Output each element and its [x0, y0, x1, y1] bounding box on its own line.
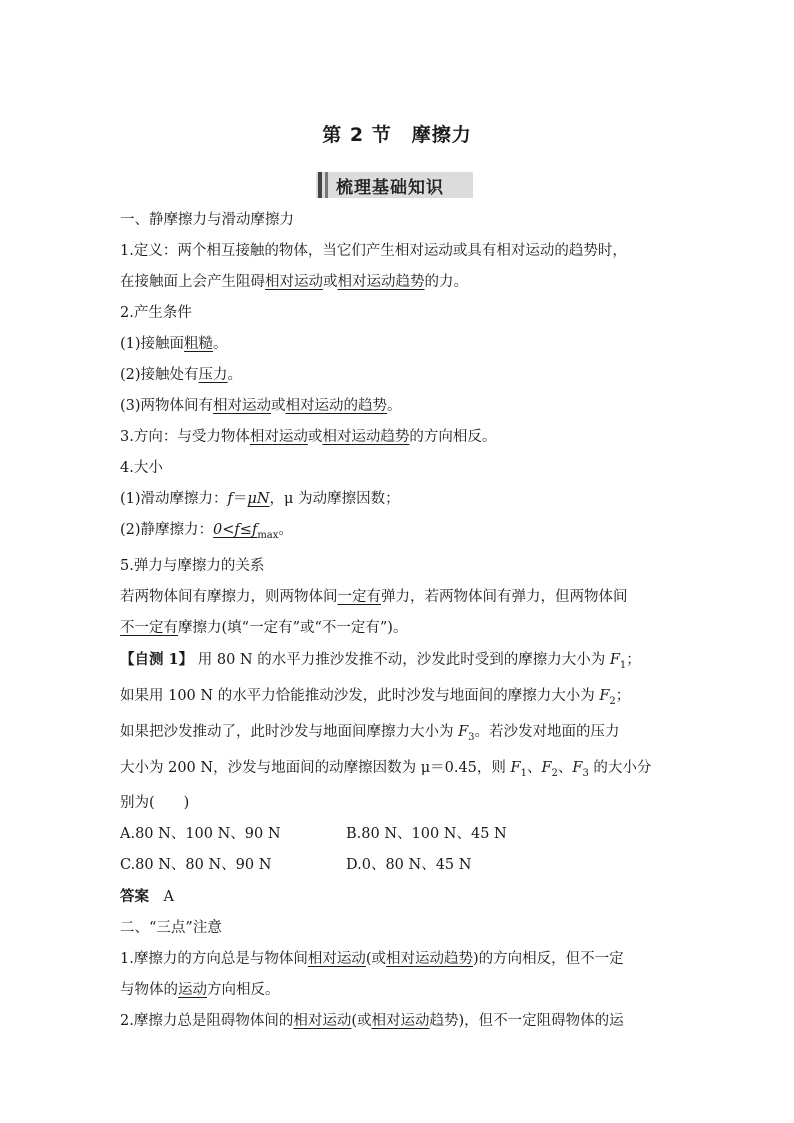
- subscript: max: [257, 529, 279, 541]
- answer-blank: 压力: [198, 367, 228, 383]
- formula-var: f: [227, 491, 233, 507]
- section-heading: 二、“三点”注意: [120, 920, 222, 937]
- note-line: [120, 944, 680, 975]
- relation-line: [120, 582, 680, 613]
- text: 3.方向：与受力物体: [120, 429, 250, 445]
- answer-blank: 一定有: [337, 588, 381, 605]
- subheading: 2.产生条件: [120, 305, 192, 321]
- text: 的力。: [424, 274, 468, 290]
- text: 。: [213, 336, 228, 352]
- formula: 0<f≤f: [213, 522, 258, 538]
- text: 用 80 N 的水平力推沙发推不动，沙发此时受到的摩擦力大小为: [193, 651, 610, 668]
- answer-blank: 相对运动趋势: [386, 951, 474, 968]
- answer-blank: 相对运动: [249, 429, 308, 445]
- text: 。若沙发对地面的压力: [474, 723, 620, 740]
- option-a: A.80 N、100 N、90 N: [120, 826, 281, 843]
- section-heading: 一、静摩擦力与滑动摩擦力: [120, 212, 294, 228]
- answer-blank: μN: [247, 491, 270, 507]
- text: 方向相反。: [207, 982, 280, 999]
- option-b: B.80 N、100 N、45 N: [346, 826, 507, 843]
- note-line: [120, 975, 680, 1006]
- text: 或: [323, 274, 338, 290]
- relation-line: [120, 613, 680, 644]
- text: ；: [615, 687, 631, 704]
- text: (1)接触面: [120, 336, 185, 352]
- formula-var: F: [572, 759, 583, 776]
- text: 。: [278, 522, 293, 538]
- answer-blank: 相对运动趋势: [322, 429, 410, 445]
- options-row: [120, 819, 680, 850]
- text: 与物体的: [120, 982, 178, 999]
- text: (3)两物体间有: [120, 398, 214, 414]
- quiz-line: [120, 717, 680, 753]
- list-item: [120, 329, 680, 360]
- text: 在接触面上会产生阻碍: [120, 274, 265, 290]
- answer-line: [120, 881, 680, 913]
- list-item: [120, 391, 680, 422]
- page-title: 第 2 节 摩擦力: [322, 124, 472, 146]
- text: 1.定义：两个相互接触的物体，当它们产生相对运动或具有相对运动的趋势时，: [120, 243, 627, 259]
- text: 趋势)，但不一定阻碍物体的运: [429, 1013, 624, 1030]
- text: )的方向相反，但不一定: [473, 951, 624, 968]
- text: 若两物体间有摩擦力，则两物体间: [120, 588, 338, 605]
- text: (2)接触处有: [120, 367, 199, 383]
- text: [149, 889, 164, 905]
- text: 、: [557, 759, 573, 776]
- text: 如果用 100 N 的水平力恰能推动沙发，此时沙发与地面间的摩擦力大小为: [120, 687, 600, 704]
- subscript: 3: [468, 731, 475, 743]
- answer-blank: 不一定有: [120, 619, 178, 636]
- text: 1.摩擦力的方向总是与物体间: [120, 951, 308, 968]
- definition-line: [120, 236, 680, 267]
- text: 或: [307, 429, 323, 445]
- text: 。: [387, 398, 402, 414]
- quiz-tag: 【自测 1】: [120, 650, 194, 668]
- list-item: [120, 515, 680, 551]
- answer-blank: 相对运动: [371, 1013, 430, 1030]
- text: 大小为 200 N，沙发与地面间的动摩擦因数为 μ＝0.45，则: [120, 759, 511, 776]
- text: ＝: [232, 491, 248, 507]
- definition-line: [120, 267, 680, 298]
- text: 的大小分: [588, 759, 652, 776]
- formula-var: F: [458, 723, 469, 740]
- subscript: 1: [619, 659, 627, 671]
- text: 或: [271, 398, 286, 414]
- content-body: [120, 205, 680, 1037]
- banner-bar-icon: [325, 172, 328, 198]
- text: ，μ 为动摩擦因数；: [269, 491, 400, 507]
- quiz-line: [120, 681, 680, 717]
- answer-blank: 相对运动的趋势: [285, 398, 388, 414]
- subscript: 3: [582, 767, 589, 779]
- text: (1)滑动摩擦力：: [120, 491, 228, 507]
- subheading: 4.大小: [120, 460, 163, 476]
- text: 的方向相反。: [409, 429, 497, 445]
- subscript: 2: [609, 695, 616, 707]
- banner-bar-icon: [318, 172, 322, 198]
- text: (或: [351, 1013, 372, 1030]
- formula-var: F: [599, 687, 610, 704]
- answer-blank: 相对运动: [293, 1013, 352, 1030]
- quiz-line: 别为( ): [120, 795, 190, 812]
- text: 摩擦力(填“一定有”或“不一定有”)。: [178, 619, 408, 636]
- quiz-line: [120, 753, 680, 789]
- formula-var: F: [510, 759, 521, 776]
- options-row: [120, 850, 680, 881]
- note-line: [120, 1006, 680, 1037]
- banner-title: 梳理基础知识: [336, 177, 444, 198]
- answer-blank: 粗糙: [184, 336, 214, 352]
- direction-line: [120, 422, 680, 453]
- subscript: 2: [551, 767, 558, 779]
- text: (或: [365, 951, 387, 968]
- answer-label: 答案: [120, 888, 149, 906]
- answer-blank: 运动: [178, 982, 207, 999]
- subscript: 1: [520, 767, 527, 779]
- text: 弹力，若两物体间有弹力，但两物体间: [381, 588, 628, 605]
- text: ；: [626, 651, 641, 668]
- answer-blank: 相对运动: [265, 274, 323, 290]
- answer-value: A: [163, 889, 174, 906]
- answer-blank: [213, 522, 279, 541]
- formula-var: F: [609, 651, 620, 668]
- text: (2)静摩擦力：: [120, 522, 214, 538]
- answer-blank: 相对运动: [213, 398, 272, 414]
- answer-blank: 相对运动: [307, 951, 366, 968]
- subheading: 5.弹力与摩擦力的关系: [120, 557, 265, 574]
- text: 、: [526, 759, 542, 776]
- list-item: [120, 484, 680, 515]
- text: 如果把沙发推动了，此时沙发与地面间摩擦力大小为: [120, 723, 459, 740]
- section-banner: [316, 172, 473, 198]
- text: 2.摩擦力总是阻碍物体间的: [120, 1013, 294, 1030]
- quiz-line: [120, 644, 680, 681]
- answer-blank: 相对运动趋势: [337, 274, 425, 290]
- option-d: D.0、80 N、45 N: [346, 857, 472, 874]
- formula-var: F: [541, 759, 552, 776]
- list-item: [120, 360, 680, 391]
- option-c: C.80 N、80 N、90 N: [120, 857, 272, 874]
- text: 。: [227, 367, 243, 383]
